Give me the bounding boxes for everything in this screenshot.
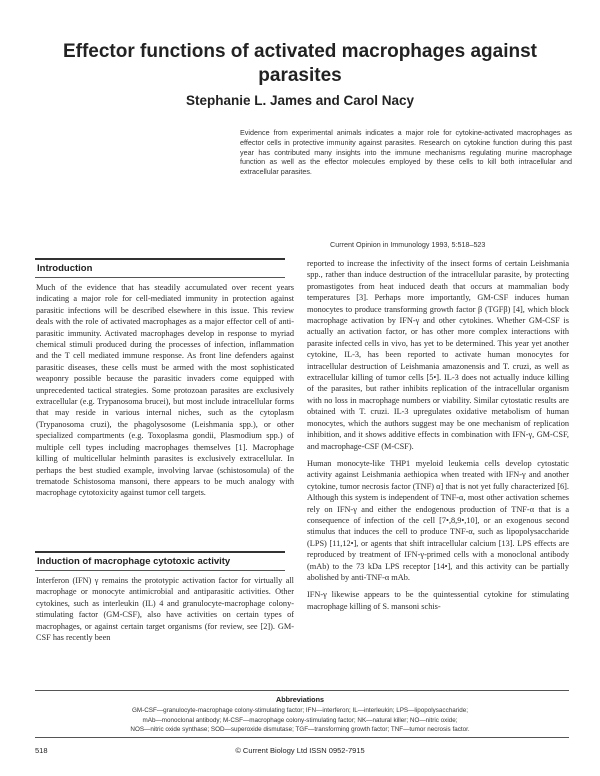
abbreviations-line-1: GM-CSF—granulocyte-macrophage colony-stimulating factor; IFN—interferon; IL—interleukin; LPS—lipopolysaccharide; xyxy=(132,707,468,714)
abbreviations-line-2: mAb—monoclonal antibody; M-CSF—macrophage colony-stimulating factor; NK—natural killer; NO—nitric oxide; xyxy=(142,716,458,724)
right-column xyxy=(307,258,569,618)
abbreviations-top-rule xyxy=(35,690,569,691)
induction-paragraph: Interferon (IFN) γ remains the prototypic activation factor for virtually all macrophage or monocyte antimicrobial and antiparasitic activities. Other cytokines, such as interleukin (IL) 4 and granulocyte-macrophage colony-stimulating factor (GM-CSF), also have activities on certain types of macrophages, or against certain target organisms (for review, see [2]). GM-CSF has recently been xyxy=(36,576,294,643)
intro-heading-rule xyxy=(35,258,285,260)
article-abstract: Evidence from experimental animals indicates a major role for cytokine-activated macrophages as effector cells in protective immunity against parasites. Research on cytokine function during this past year has contributed many insights into the immune mechanisms regulating murine macrophage function as well as the effector molecules employed by these cells to kill both intracellular and extracellular parasites. xyxy=(240,128,572,177)
right-paragraph-1: reported to increase the infectivity of the insect forms of certain Leishmania spp., rather than induce destruction of the intracellular parasite, by protecting promastigotes from heat induced death that occurs at mammalian body temperatures [3]. Perhaps more importantly, GM-CSF induces human monocytes to produce transforming growth factor β (TGFβ) [4], which block macrophage activation by IFN-γ and other cytokines. Whether GM-CSF is actually an activation factor, or has other more complex interactions with parasite infected cells in vivo, has yet to be determined. This year yet another cytokine, IL-3, has been reported to activate human monocytes for intracellular destruction of Leishmania amazonensis and T. cruzi, as well as extracellular killing of tumor cells [5•]. IL-3 does not actually induce killing of the parasites, but rather inhibits replication of the intracellular organism with no loss in macrophage numbers or viability. Similar cytostatic results are obtained with T. cruzi. IL-3 upregulates oxidative metabolism of human monocytes, which the authors suggest may be one mechanism of replication inhibition, and it shows additive effects in combination with IFN-γ, GM-CSF, and macrophage-CSF (M-CSF). xyxy=(307,259,569,451)
induction-heading-underline xyxy=(35,570,285,571)
article-title: Effector functions of activated macrophages against parasites xyxy=(62,41,538,86)
copyright-notice: © Current Biology Ltd ISSN 0952-7915 xyxy=(235,746,365,755)
intro-heading-underline xyxy=(35,277,285,278)
intro-paragraph: Much of the evidence that has steadily accumulated over recent years indicating a major role for cell-mediated immunity in protection against parasitic infections will be described elsewhere in this issue. This review deals with the role of activated macrophages as a major effector cell of anti-parasitic immunity. Activated macrophages develop in response to myriad chemical stimuli produced during the processes of infection, inflammation and the T cell mediated immune response. As front line defenders against parasitic diseases, these cells must be armed with the most sophisticated weaponry possible because the parasitic invaders come equipped with unprecedented tactical strategies. Some protozoan parasites are exclusively extracellular (e.g. Trypanosoma brucei), but most include intracellular forms that may reside in various internal niches, such as the cytoplasm (Trypanosoma cruzi), the phagolysosome (Leishmania spp.), or other specialized compartments (e.g. Toxoplasma gondii, Plasmodium spp.) of multiple cell types including macrophages themselves [1]. Macrophage killing of multicellular helminth parasites is exclusively extracellular. In perhaps the best studied example, involving larvae (schistosomula) of the trematode Schistosoma mansoni, there appears to be much analogy with macrophage cytotoxicity against tumor cell targets. xyxy=(36,283,294,498)
article-authors: Stephanie L. James and Carol Nacy xyxy=(185,93,415,108)
right-paragraph-2: Human monocyte-like THP1 myeloid leukemia cells develop cytostatic activity against Leishmania aethiopica when treated with IFN-γ and another cytokine, tumor necrosis factor (TNF) α] that is not yet fully characterized [6]. Although this system is independent of TNF-α, most other activation schemes rely on IFN-γ and either the endogenous production of TNF-α that is a consequence of infection of the cell [7•,8,9•,10], or an exogenous second stimulus that induces the cell to produce TNF-α, such as lipopolysaccharide (LPS) [11,12•], or agents that shift intracellular calcium [13]. LPS effects are reproduced by treatment of IFN-γ-primed cells with a monoclonal antibody (mAb) to the 73 kDa LPS receptor [14•], and this activity can be partially abolished by anti-TNF-α mAb. xyxy=(307,458,569,582)
abbreviations-title: Abbreviations xyxy=(276,695,324,704)
abbreviations-line-3: NOS—nitric oxide synthase; SOD—superoxide dismutase; TGF—transforming growth factor; TNF—tumor necrosis factor. xyxy=(130,726,470,734)
section-heading-induction: Induction of macrophage cytotoxic activity xyxy=(37,556,231,567)
induction-heading-rule xyxy=(35,551,285,553)
left-column-intro xyxy=(36,282,294,505)
abbreviations-list xyxy=(60,706,540,735)
right-paragraph-3: IFN-γ likewise appears to be the quintessential cytokine for stimulating macrophage killing of S. mansoni schis- xyxy=(307,590,569,611)
section-heading-introduction: Introduction xyxy=(37,263,93,274)
left-column-induction xyxy=(36,575,294,649)
page-number: 518 xyxy=(35,746,48,755)
journal-citation: Current Opinion in Immunology 1993, 5:518–523 xyxy=(330,240,486,249)
abbreviations-bottom-rule xyxy=(35,737,569,738)
